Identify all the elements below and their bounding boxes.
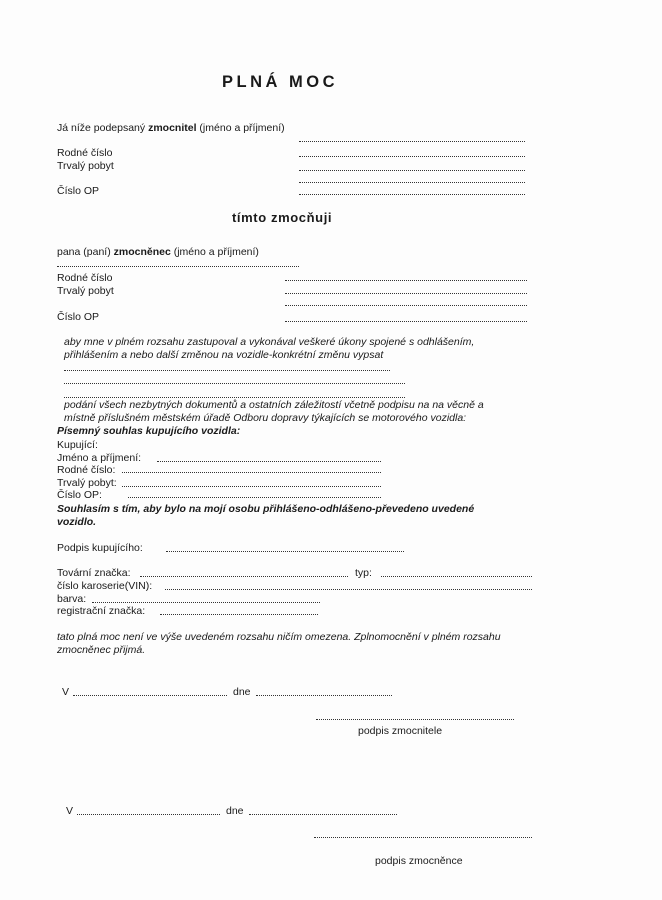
agent-cislo-op-field[interactable]: [285, 321, 527, 322]
scope-line-1: aby mne v plném rozsahu zastupoval a vykonával veškeré úkony spojené s odhlášením,: [64, 336, 475, 348]
scope-line-4: místně příslušném městském úřadě Odboru dopravy týkajících se motorového vozidla:: [64, 412, 467, 424]
vehicle-brand-field[interactable]: [140, 576, 348, 577]
buyer-jmeno-label: Jméno a příjmení:: [57, 452, 142, 464]
document-title: PLNÁ MOC: [222, 73, 338, 91]
principal-intro: [57, 122, 285, 134]
agent-place-field[interactable]: [77, 814, 220, 815]
principal-rodne-cislo-field[interactable]: [299, 156, 525, 157]
buyer-cislo-op-field[interactable]: [128, 497, 381, 498]
agent-signature-label: podpis zmocněnce: [375, 855, 463, 867]
agent-intro-prefix: pana (paní): [57, 246, 114, 258]
buyer-signature-label: Podpis kupujícího:: [57, 542, 143, 554]
agent-cislo-op-label: Číslo OP: [57, 311, 100, 323]
agent-signature-field[interactable]: [314, 837, 532, 838]
scope-detail-field-1[interactable]: [64, 370, 390, 371]
buyer-consent-line-1: Souhlasím s tím, aby bylo na mojí osobu přihlášeno-odhlášeno-převedeno uvedené: [57, 503, 475, 515]
principal-cislo-op-field[interactable]: [299, 194, 525, 195]
agent-trvaly-pobyt-label: Trvalý pobyt: [57, 285, 114, 297]
principal-name-field[interactable]: [299, 141, 525, 142]
vehicle-brand-label: Tovární značka:: [57, 567, 131, 579]
principal-date-label: dne: [233, 686, 251, 698]
vehicle-color-label: barva:: [57, 593, 87, 605]
principal-date-field[interactable]: [256, 695, 392, 696]
vehicle-vin-field[interactable]: [165, 589, 532, 590]
principal-place-label: V: [62, 686, 70, 698]
vehicle-type-label: typ:: [355, 567, 372, 579]
vehicle-type-field[interactable]: [381, 576, 532, 577]
agent-trvaly-pobyt-field[interactable]: [285, 293, 527, 294]
closing-line-1: tato plná moc není ve výše uvedeném rozsahu ničím omezena. Zplnomocnění v plném rozsahu: [57, 631, 501, 643]
buyer-rodne-cislo-field[interactable]: [122, 472, 381, 473]
principal-cislo-op-label: Číslo OP: [57, 185, 100, 197]
vehicle-vin-label: číslo karoserie(VIN):: [57, 580, 153, 592]
principal-signature-label: podpis zmocnitele: [358, 725, 443, 737]
agent-intro: [57, 246, 259, 258]
closing-line-2: zmocněnec přijmá.: [57, 644, 146, 656]
agent-intro-bold: zmocněnec: [113, 246, 171, 258]
buyer-trvaly-pobyt-label: Trvalý pobyt:: [57, 477, 117, 489]
agent-place-label: V: [66, 805, 74, 817]
principal-place-field[interactable]: [73, 695, 227, 696]
principal-signature-field[interactable]: [316, 719, 514, 720]
agent-trvaly-pobyt-field-2[interactable]: [285, 305, 527, 306]
buyer-rodne-cislo-label: Rodné číslo:: [57, 464, 116, 476]
buyer-consent-heading: Písemný souhlas kupujícího vozidla:: [57, 425, 241, 437]
scope-line-2: přihlášením a nebo další změnou na vozidle-konkrétní změnu vypsat: [64, 349, 384, 361]
vehicle-color-field[interactable]: [92, 602, 320, 603]
agent-date-field[interactable]: [249, 814, 397, 815]
agent-rodne-cislo-field[interactable]: [285, 280, 527, 281]
agent-intro-suffix: (jméno a příjmení): [170, 246, 259, 258]
agent-date-label: dne: [226, 805, 244, 817]
scope-line-3: podání všech nezbytných dokumentů a ostatních záležitostí včetně podpisu na na věcně a: [64, 399, 484, 411]
principal-rodne-cislo-label: Rodné číslo: [57, 147, 113, 159]
buyer-jmeno-field[interactable]: [157, 461, 381, 462]
buyer-consent-line-2: vozidlo.: [57, 516, 97, 528]
vehicle-plate-field[interactable]: [160, 614, 318, 615]
section-heading: tímto zmocňuji: [232, 210, 333, 225]
vehicle-plate-label: registrační značka:: [57, 605, 146, 617]
agent-rodne-cislo-label: Rodné číslo: [57, 272, 113, 284]
principal-trvaly-pobyt-field-2[interactable]: [299, 182, 525, 183]
buyer-trvaly-pobyt-field[interactable]: [122, 486, 381, 487]
scope-detail-field-2[interactable]: [64, 383, 405, 384]
buyer-cislo-op-label: Číslo OP:: [57, 489, 102, 501]
principal-intro-suffix: (jméno a příjmení): [196, 122, 285, 134]
buyer-kupujici-label: Kupující:: [57, 439, 98, 451]
principal-intro-bold: zmocnitel: [148, 122, 197, 134]
principal-trvaly-pobyt-field[interactable]: [299, 170, 525, 171]
agent-name-field[interactable]: [57, 266, 299, 267]
principal-intro-prefix: Já níže podepsaný: [57, 122, 149, 134]
principal-trvaly-pobyt-label: Trvalý pobyt: [57, 160, 114, 172]
scope-detail-field-3[interactable]: [64, 397, 405, 398]
buyer-signature-field[interactable]: [166, 551, 404, 552]
